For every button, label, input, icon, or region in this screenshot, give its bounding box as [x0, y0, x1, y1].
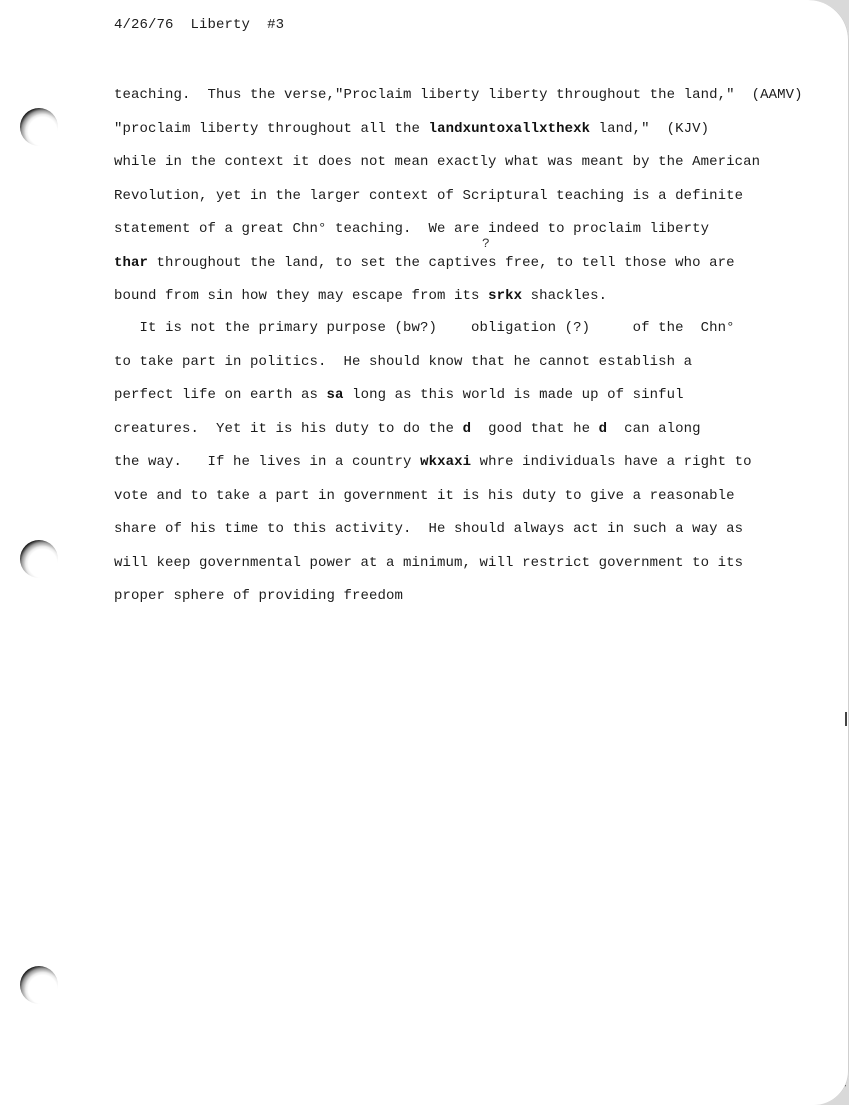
text-segment: bound from sin how they may escape from its — [114, 288, 489, 304]
text-segment: will keep governmental power at a minimum, will restrict government to its — [114, 554, 744, 571]
text-line — [114, 320, 735, 337]
text-line — [114, 421, 701, 438]
struck-text: landxuntoxallxthexk — [428, 120, 591, 137]
text-line — [114, 555, 743, 572]
edge-mark — [845, 1085, 847, 1099]
text-segment: whre individuals have a right to — [471, 454, 752, 470]
text-line — [114, 255, 735, 272]
text-line — [114, 221, 709, 238]
text-line — [114, 288, 607, 305]
text-line — [114, 521, 743, 538]
binder-hole-middle — [20, 540, 58, 578]
struck-text: d — [598, 420, 608, 437]
text-line — [114, 387, 684, 404]
text-segment: Revolution, yet in the larger context of Scriptural teaching is a definite — [114, 187, 744, 204]
edge-mark — [845, 712, 847, 726]
text-segment: statement of a great Chn° teaching. We are indeed to proclaim liberty — [114, 221, 710, 237]
struck-text: srkx — [488, 288, 523, 304]
binder-hole-top — [20, 108, 58, 146]
text-line — [114, 87, 803, 104]
text-segment: share of his time to this activity. He should always act in such a way as — [114, 521, 744, 537]
text-line — [114, 154, 760, 171]
struck-text: sa — [326, 387, 344, 403]
text-line — [114, 588, 403, 605]
text-line — [114, 121, 709, 138]
text-segment: teaching. Thus the verse,"Proclaim liberty liberty throughout the land," (AAMV) — [114, 87, 803, 103]
text-line — [114, 454, 752, 471]
header-number: #3 — [267, 17, 285, 33]
text-segment: creatures. Yet it is his duty to do the — [114, 420, 463, 437]
text-segment: throughout the land, to set the captives free, to tell those who are — [148, 254, 735, 271]
struck-text: thar — [114, 254, 149, 271]
text-segment: the way. If he lives in a country — [114, 454, 421, 470]
text-segment: It is not the primary purpose (bw?) obligation (?) of the Chn° — [114, 320, 735, 336]
struck-text: d — [462, 420, 472, 437]
text-segment: can along — [607, 420, 701, 437]
header-date: 4/26/76 — [114, 17, 174, 33]
text-segment: "proclaim liberty throughout all the — [114, 120, 429, 137]
question-mark-annotation: ? — [482, 236, 490, 251]
binder-hole-bottom — [20, 966, 58, 1004]
page-header — [114, 17, 284, 34]
text-line — [114, 488, 735, 505]
text-line — [114, 188, 743, 205]
struck-text: wkxaxi — [420, 454, 472, 470]
text-segment: perfect life on earth as — [114, 387, 327, 403]
text-segment: while in the context it does not mean exactly what was meant by the American — [114, 154, 761, 170]
text-segment: vote and to take a part in government it is his duty to give a reasonable — [114, 487, 735, 504]
header-title: Liberty — [190, 17, 251, 33]
text-segment: good that he — [471, 420, 599, 437]
text-segment: to take part in politics. He should know that he cannot establish a — [114, 353, 693, 370]
text-segment: land," (KJV) — [590, 120, 710, 137]
text-segment: proper sphere of providing freedom — [114, 588, 404, 604]
text-segment: long as this world is made up of sinful — [343, 387, 684, 403]
text-segment: shackles. — [522, 288, 608, 304]
text-line — [114, 354, 692, 371]
